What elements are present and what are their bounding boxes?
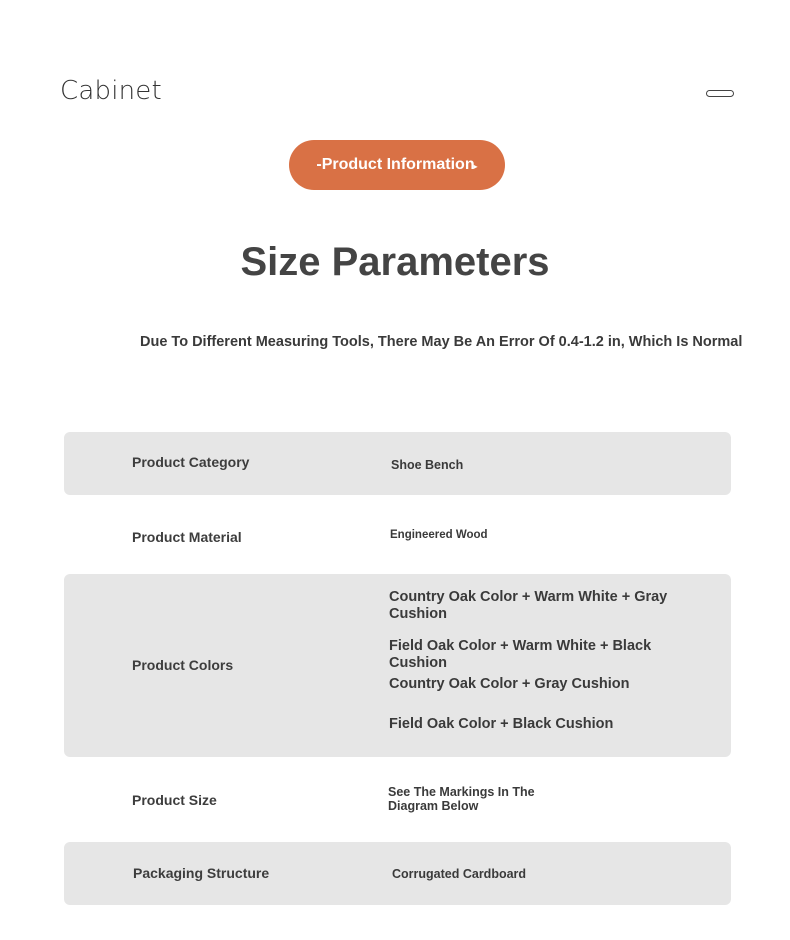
spec-value: Shoe Bench bbox=[391, 458, 464, 472]
spec-value: See The Markings In The Diagram Below bbox=[388, 785, 535, 813]
product-information-tab[interactable] bbox=[289, 140, 505, 190]
play-arrow-icon: ▸ bbox=[473, 161, 478, 171]
spec-label: Product Size bbox=[132, 792, 217, 808]
spec-row-size bbox=[64, 770, 731, 832]
measurement-note: Due To Different Measuring Tools, There May Be An Error Of 0.4-1.2 in, Which Is Normal bbox=[140, 334, 743, 350]
spec-row-category bbox=[64, 432, 731, 495]
brand-logo: Cabinet bbox=[60, 76, 162, 106]
spec-row-material bbox=[64, 505, 731, 567]
color-option: Country Oak Color + Warm White + Gray Cushion bbox=[389, 589, 668, 622]
page-title: Size Parameters bbox=[240, 240, 550, 284]
spec-row-packaging bbox=[64, 842, 731, 905]
spec-label: Product Colors bbox=[132, 657, 234, 673]
spec-label: Packaging Structure bbox=[133, 865, 270, 881]
spec-label: Product Material bbox=[132, 529, 242, 545]
color-option: Field Oak Color + Warm White + Black Cushion bbox=[389, 638, 652, 671]
spec-row-colors bbox=[64, 574, 731, 757]
spec-value: Engineered Wood bbox=[390, 529, 488, 541]
color-option: Country Oak Color + Gray Cushion bbox=[389, 676, 630, 692]
menu-icon[interactable] bbox=[706, 90, 734, 97]
spec-label: Product Category bbox=[132, 454, 250, 470]
spec-value: Corrugated Cardboard bbox=[392, 867, 527, 881]
color-option: Field Oak Color + Black Cushion bbox=[389, 716, 614, 732]
tab-label: -Product Information bbox=[316, 156, 475, 173]
